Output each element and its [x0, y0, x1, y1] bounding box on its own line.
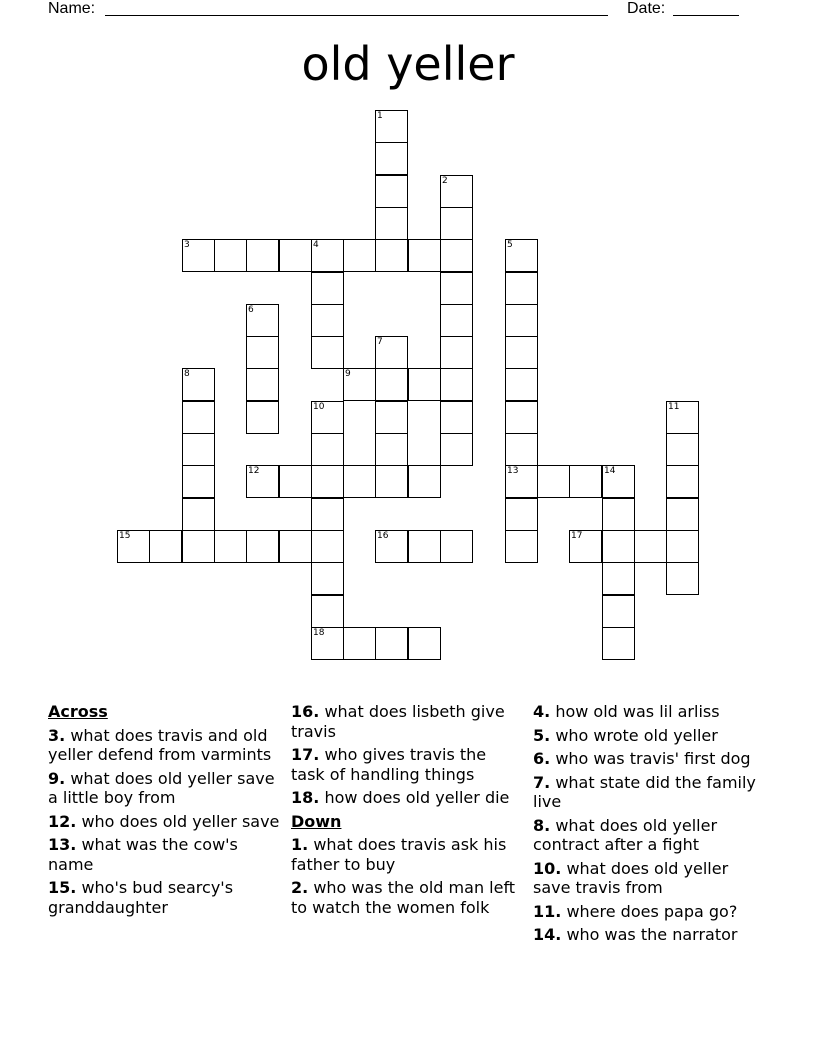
grid-cell[interactable]	[408, 627, 441, 660]
grid-cell[interactable]	[505, 272, 538, 305]
clue-text: how does old yeller die	[324, 788, 510, 807]
grid-cell[interactable]	[569, 465, 602, 498]
grid-cell[interactable]	[375, 142, 408, 175]
clue-column-1	[48, 702, 280, 921]
grid-cell[interactable]	[440, 239, 473, 272]
clue-text: who does old yeller save	[81, 811, 280, 831]
clue-number: 18.	[291, 788, 320, 807]
grid-cell[interactable]	[408, 368, 441, 401]
grid-cell[interactable]	[375, 336, 408, 369]
grid-cell[interactable]	[375, 530, 408, 563]
grid-cell[interactable]	[182, 465, 215, 498]
grid-cell[interactable]	[117, 530, 150, 563]
grid-cell[interactable]	[343, 239, 376, 272]
grid-cell[interactable]	[311, 336, 344, 369]
clue-number: 2.	[291, 878, 309, 897]
grid-cell[interactable]	[246, 465, 279, 498]
grid-cell[interactable]	[214, 530, 247, 563]
clue-number: 11.	[533, 901, 562, 921]
clue-text: what does travis ask his father to buy	[291, 835, 507, 874]
grid-cell[interactable]	[505, 530, 538, 563]
grid-cell[interactable]	[440, 401, 473, 434]
cell-number: 13	[507, 466, 519, 476]
clue-number: 9.	[48, 768, 66, 788]
cell-number: 8	[184, 369, 190, 379]
clue-number: 14.	[533, 925, 562, 944]
clue-across	[48, 878, 280, 917]
grid-cell[interactable]	[279, 239, 312, 272]
grid-cell[interactable]	[505, 239, 538, 272]
grid-cell[interactable]	[602, 498, 635, 531]
grid-cell[interactable]	[375, 175, 408, 208]
grid-cell[interactable]	[311, 433, 344, 466]
grid-cell[interactable]	[537, 465, 570, 498]
clue-number: 4.	[533, 702, 551, 721]
clue-number: 7.	[533, 772, 551, 792]
grid-cell[interactable]	[602, 595, 635, 628]
clue-down	[533, 902, 765, 922]
grid-cell[interactable]	[311, 595, 344, 628]
grid-cell[interactable]	[666, 465, 699, 498]
cell-number: 7	[377, 337, 383, 347]
down-heading: Down	[291, 811, 342, 831]
cell-number: 2	[442, 176, 448, 186]
grid-cell[interactable]	[375, 110, 408, 143]
clue-across	[291, 788, 523, 808]
clue-number: 15.	[48, 878, 77, 897]
cell-number: 10	[313, 402, 325, 412]
across-heading: Across	[48, 702, 108, 721]
cell-number: 3	[184, 240, 190, 250]
clue-number: 5.	[533, 725, 551, 745]
clue-down	[533, 859, 765, 898]
clue-text: who was the old man left to watch the women folk	[291, 878, 516, 917]
grid-cell[interactable]	[375, 627, 408, 660]
grid-cell[interactable]	[505, 368, 538, 401]
date-label: Date:	[627, 0, 666, 17]
clue-down	[291, 835, 523, 874]
grid-cell[interactable]	[182, 498, 215, 531]
clue-down	[533, 749, 765, 769]
cell-number: 16	[377, 531, 389, 541]
clue-text: what state did the family live	[533, 772, 756, 811]
grid-cell[interactable]	[311, 498, 344, 531]
grid-cell[interactable]	[666, 530, 699, 563]
name-label: Name:	[48, 0, 96, 17]
grid-cell[interactable]	[505, 465, 538, 498]
cell-number: 17	[571, 531, 583, 541]
clue-across	[291, 702, 523, 741]
grid-cell[interactable]	[343, 368, 376, 401]
clue-number: 17.	[291, 745, 320, 764]
clue-down	[291, 878, 523, 917]
grid-cell[interactable]	[602, 562, 635, 595]
cell-number: 11	[668, 402, 680, 412]
clue-column-2	[291, 702, 523, 921]
grid-cell[interactable]	[246, 239, 279, 272]
grid-cell[interactable]	[311, 304, 344, 337]
clue-text: who was the narrator	[566, 925, 738, 944]
clue-down	[533, 726, 765, 746]
grid-cell[interactable]	[602, 465, 635, 498]
grid-cell[interactable]	[666, 433, 699, 466]
grid-cell[interactable]	[375, 368, 408, 401]
grid-cell[interactable]	[375, 401, 408, 434]
grid-cell[interactable]	[311, 562, 344, 595]
grid-cell[interactable]	[311, 401, 344, 434]
grid-cell[interactable]	[440, 175, 473, 208]
clue-number: 6.	[533, 749, 551, 768]
grid-cell[interactable]	[311, 239, 344, 272]
grid-cell[interactable]	[408, 465, 441, 498]
grid-cell[interactable]	[311, 530, 344, 563]
grid-cell[interactable]	[408, 530, 441, 563]
grid-cell[interactable]	[375, 433, 408, 466]
grid-cell[interactable]	[311, 627, 344, 660]
grid-cell[interactable]	[182, 433, 215, 466]
clue-number: 13.	[48, 835, 77, 854]
grid-cell[interactable]	[182, 239, 215, 272]
cell-number: 1	[377, 111, 383, 121]
clue-column-3	[533, 702, 765, 949]
clue-number: 10.	[533, 858, 562, 878]
grid-cell[interactable]	[505, 498, 538, 531]
grid-cell[interactable]	[505, 336, 538, 369]
grid-cell[interactable]	[505, 304, 538, 337]
grid-cell[interactable]	[440, 304, 473, 337]
clue-number: 3.	[48, 725, 66, 745]
grid-cell[interactable]	[279, 465, 312, 498]
grid-cell[interactable]	[505, 433, 538, 466]
grid-cell[interactable]	[182, 368, 215, 401]
grid-cell[interactable]	[440, 368, 473, 401]
cell-number: 12	[248, 466, 260, 476]
clue-down	[533, 816, 765, 855]
clue-text: who was travis' first dog	[555, 749, 751, 768]
clue-down	[533, 702, 765, 722]
clue-text: what does old yeller contract after a fight	[533, 815, 718, 854]
grid-cell[interactable]	[149, 530, 182, 563]
clue-text: who's bud searcy's granddaughter	[48, 878, 234, 917]
clue-text: where does papa go?	[566, 901, 738, 921]
grid-cell[interactable]	[246, 530, 279, 563]
grid-cell[interactable]	[343, 465, 376, 498]
clue-down	[533, 773, 765, 812]
clue-text: who wrote old yeller	[555, 725, 718, 745]
grid-cell[interactable]	[440, 207, 473, 240]
grid-cell[interactable]	[666, 498, 699, 531]
clue-number: 12.	[48, 811, 77, 831]
grid-cell[interactable]	[569, 530, 602, 563]
clue-text: how old was lil arliss	[555, 702, 720, 721]
clue-across	[291, 745, 523, 784]
grid-cell[interactable]	[246, 368, 279, 401]
grid-cell[interactable]	[666, 401, 699, 434]
grid-cell[interactable]	[375, 239, 408, 272]
clue-text: who gives travis the task of handling things	[291, 745, 487, 784]
grid-cell[interactable]	[246, 401, 279, 434]
cell-number: 6	[248, 305, 254, 315]
cell-number: 15	[119, 531, 131, 541]
grid-cell[interactable]	[214, 239, 247, 272]
clue-number: 1.	[291, 835, 309, 854]
cell-number: 9	[345, 369, 351, 379]
grid-cell[interactable]	[440, 530, 473, 563]
clue-across	[48, 769, 280, 808]
clue-across	[48, 812, 280, 832]
grid-cell[interactable]	[602, 627, 635, 660]
grid-cell[interactable]	[246, 336, 279, 369]
clue-number: 16.	[291, 702, 320, 721]
cell-number: 18	[313, 628, 325, 638]
grid-cell[interactable]	[279, 530, 312, 563]
grid-cell[interactable]	[440, 272, 473, 305]
grid-cell[interactable]	[311, 272, 344, 305]
clue-text: what does lisbeth give travis	[291, 702, 505, 741]
clue-across	[48, 726, 280, 765]
page-title: old yeller	[301, 37, 515, 91]
grid-cell[interactable]	[505, 401, 538, 434]
clue-number: 8.	[533, 815, 551, 835]
clue-text: what does old yeller save a little boy from	[48, 768, 275, 807]
grid-cell[interactable]	[634, 530, 667, 563]
cell-number: 5	[507, 240, 513, 250]
grid-cell[interactable]	[408, 239, 441, 272]
grid-cell[interactable]	[440, 433, 473, 466]
grid-cell[interactable]	[375, 207, 408, 240]
clue-text: what was the cow's name	[48, 835, 238, 874]
cell-number: 14	[604, 466, 616, 476]
grid-cell[interactable]	[440, 336, 473, 369]
grid-cell[interactable]	[182, 530, 215, 563]
clue-text: what does travis and old yeller defend from varmints	[48, 725, 272, 764]
grid-cell[interactable]	[343, 627, 376, 660]
grid-cell[interactable]	[602, 530, 635, 563]
clue-down	[533, 925, 765, 945]
grid-cell[interactable]	[311, 465, 344, 498]
grid-cell[interactable]	[375, 465, 408, 498]
clue-text: what does old yeller save travis from	[533, 858, 729, 897]
grid-cell[interactable]	[182, 401, 215, 434]
clue-across	[48, 835, 280, 874]
grid-cell[interactable]	[666, 562, 699, 595]
grid-cell[interactable]	[246, 304, 279, 337]
cell-number: 4	[313, 240, 319, 250]
